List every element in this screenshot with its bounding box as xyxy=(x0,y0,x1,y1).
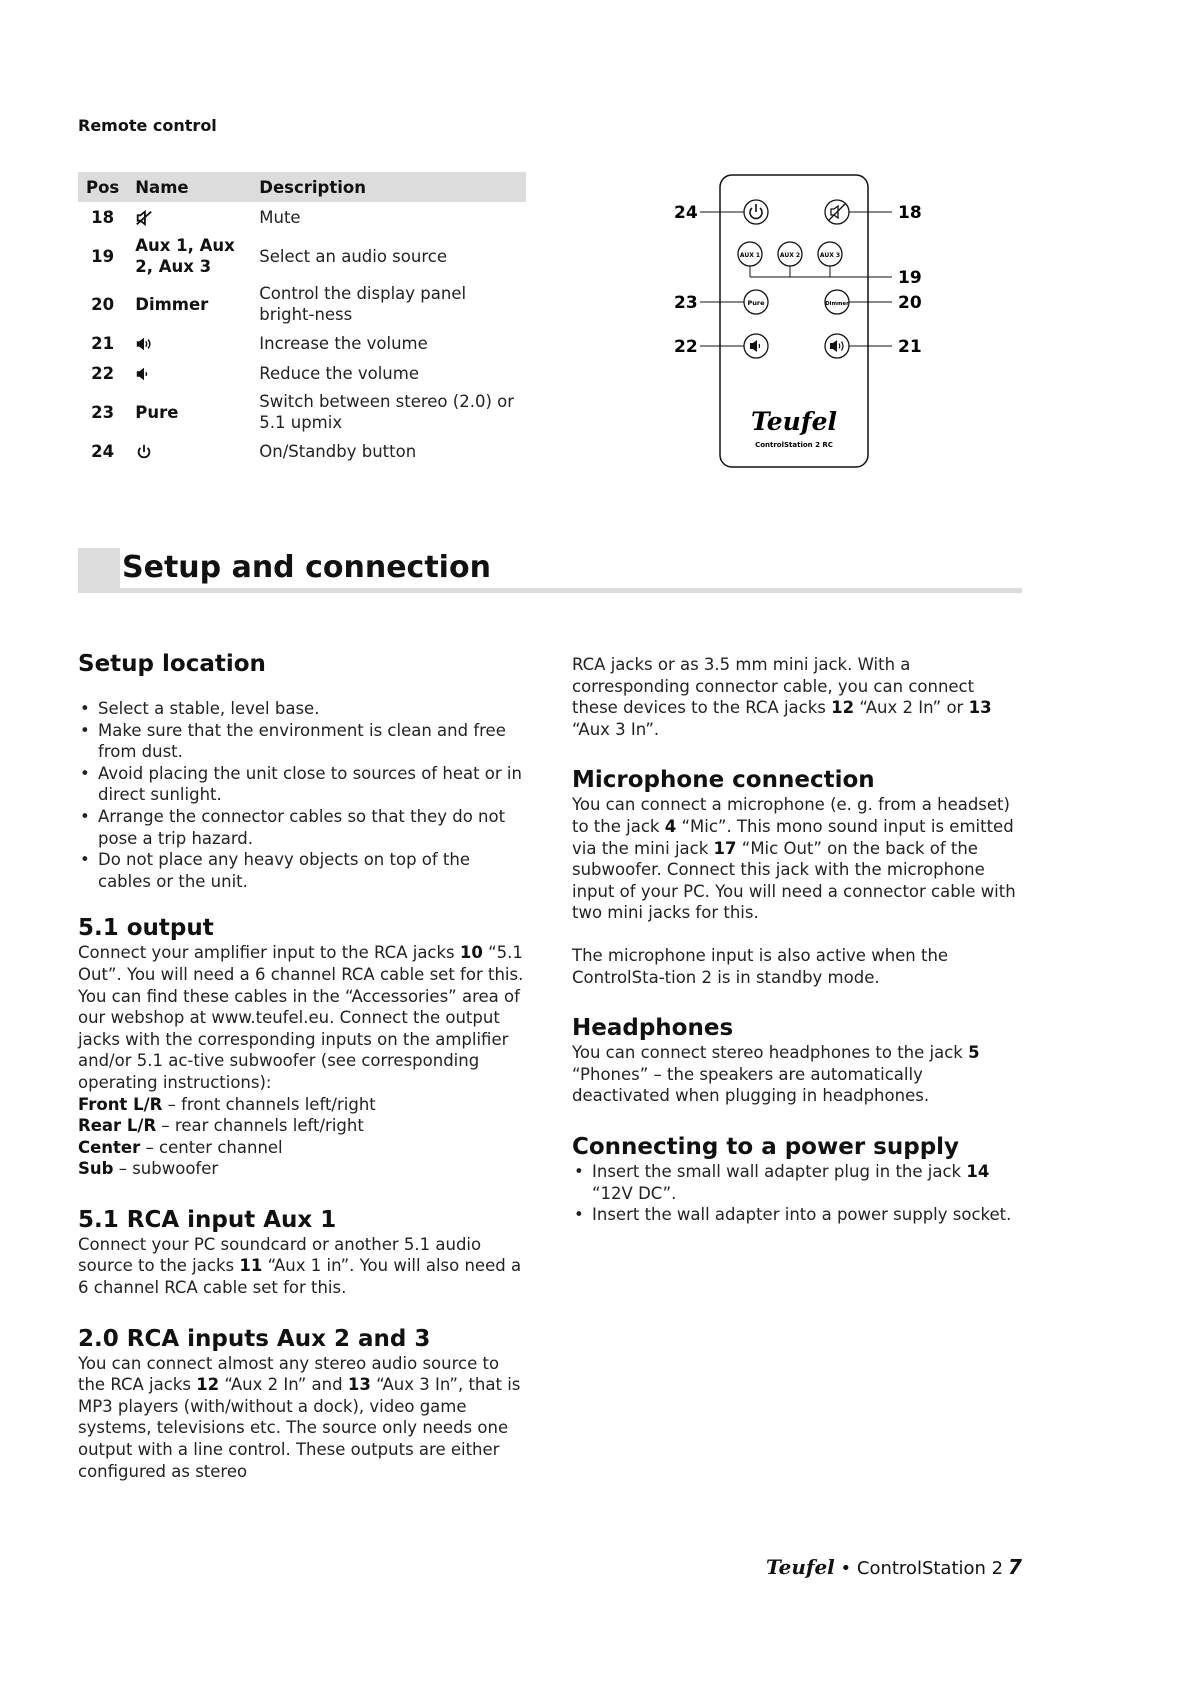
aux23-continued-text: RCA jacks or as 3.5 mm mini jack. With a corresponding connector cable, you can connect these devices to the RCA jacks 12 “Aux 2 In” or 13 “Aux 3 In”. xyxy=(572,655,992,739)
table-header-row xyxy=(78,172,526,202)
channel-center: Center – center channel xyxy=(78,1137,283,1157)
footer-separator: • xyxy=(840,1558,852,1579)
mic-standby-text: The microphone input is also active when the ControlSta-tion 2 is in standby mode. xyxy=(572,945,949,987)
callout-21: 21 xyxy=(898,337,922,357)
remote-control-table xyxy=(78,172,526,466)
output51-text: Connect your amplifier input to the RCA jacks 10 “5.1 Out”. You will need a 6 channel RCA cable set for this. You can find these cables in the “Accessories” area of our webshop at www.teufel.eu. Connect the output jacks with the corresponding inputs on the amplifier and/or 5.1 ac-tive subwoofer (see corresponding operating instructions): xyxy=(78,943,524,1092)
callout-23: 23 xyxy=(674,293,698,313)
power-heading: Connecting to a power supply xyxy=(572,1133,960,1160)
table-row xyxy=(78,358,526,388)
left-column xyxy=(78,650,528,1482)
row-description: Reduce the volume xyxy=(259,363,419,383)
table-row xyxy=(78,328,526,358)
list-item: • Avoid placing the unit close to sources of heat or in direct sunlight. xyxy=(78,763,528,806)
page-number: 7 xyxy=(1008,1555,1022,1579)
setup-location-heading: Setup location xyxy=(78,651,266,677)
dimmer-label: Dimmer xyxy=(825,301,849,307)
aux3-label: AUX 3 xyxy=(819,252,841,259)
aux1-label: AUX 1 xyxy=(739,252,761,259)
list-item: • Do not place any heavy objects on top of the cables or the unit. xyxy=(78,849,528,892)
footer-product: ControlStation 2 xyxy=(856,1558,1004,1579)
mic-heading: Microphone connection xyxy=(572,767,875,794)
aux23-heading: 2.0 RCA inputs Aux 2 and 3 xyxy=(78,1325,431,1352)
pure-label: Pure xyxy=(747,299,765,307)
callout-22: 22 xyxy=(674,337,698,357)
row-pos: 23 xyxy=(91,402,115,422)
row-description: Control the display panel bright-ness xyxy=(259,284,467,324)
row-pos: 21 xyxy=(91,333,115,353)
power-list xyxy=(572,1161,1024,1226)
channel-sub: Sub – subwoofer xyxy=(78,1159,219,1179)
headphones-text: You can connect stereo headphones to the jack 5 “Phones” – the speakers are automatically deactivated when plugging in headphones. xyxy=(572,1043,980,1106)
remote-model-label: ControlStation 2 RC xyxy=(755,441,833,449)
table-row xyxy=(78,436,526,466)
row-pos: 19 xyxy=(91,246,115,266)
section-title: Setup and connection xyxy=(122,550,491,585)
footer xyxy=(766,1555,1003,1583)
list-item: • Insert the small wall adapter plug in the jack 14 “12V DC”. xyxy=(572,1161,1024,1204)
row-description: Increase the volume xyxy=(259,333,428,353)
list-item: • Make sure that the environment is clean and free from dust. xyxy=(78,720,528,763)
table-row xyxy=(78,232,526,280)
row-pos: 24 xyxy=(91,441,115,461)
header-pos: Pos xyxy=(78,172,127,202)
row-name: Aux 1, Aux 2, Aux 3 xyxy=(135,236,235,276)
aux23-text: You can connect almost any stereo audio source to the RCA jacks 12 “Aux 2 In” and 13 “Aux 3 In”, that is MP3 players (with/without a dock), video game systems, televisions etc. The source only needs one output with a line control. These outputs are either configured as stereo xyxy=(78,1353,521,1481)
mic-text: You can connect a microphone (e. g. from a headset) to the jack 4 “Mic”. This mono sound input is emitted via the mini jack 17 “Mic Out” on the back of the subwoofer. Connect this jack with the microphone input of your PC. You will need a connector cable with two mini jacks for this. xyxy=(572,795,1016,923)
callout-19: 19 xyxy=(898,268,922,288)
header-name: Name xyxy=(127,172,251,202)
callout-24: 24 xyxy=(674,203,698,223)
aux1-heading: 5.1 RCA input Aux 1 xyxy=(78,1206,337,1233)
callout-18: 18 xyxy=(898,203,922,223)
row-pos: 20 xyxy=(91,294,115,314)
aux1-text: Connect your PC soundcard or another 5.1 audio source to the jacks 11 “Aux 1 in”. You will also need a 6 channel RCA cable set for this. xyxy=(78,1234,522,1298)
section-bar xyxy=(78,548,1022,590)
footer-brand-logo: Teufel xyxy=(766,1555,835,1579)
right-column xyxy=(572,654,1024,1226)
aux2-label: AUX 2 xyxy=(779,252,801,259)
header-description: Description xyxy=(251,172,526,202)
section-bar-rule xyxy=(78,588,1022,593)
volume-down-icon xyxy=(135,365,153,383)
table-row xyxy=(78,202,526,232)
list-item: • Arrange the connector cables so that they do not pose a trip hazard. xyxy=(78,806,528,849)
table-row xyxy=(78,280,526,328)
row-description: Select an audio source xyxy=(259,246,447,266)
mute-icon xyxy=(135,209,153,227)
row-description: Mute xyxy=(259,207,301,227)
channel-rear: Rear L/R – rear channels left/right xyxy=(78,1116,364,1136)
list-item: • Insert the wall adapter into a power supply socket. xyxy=(572,1204,1024,1226)
callout-20: 20 xyxy=(898,293,922,313)
remote-brand-logo: Teufel xyxy=(751,407,837,436)
row-name: Pure xyxy=(135,402,179,422)
power-icon xyxy=(135,443,153,461)
row-description: On/Standby button xyxy=(259,441,417,461)
table-row xyxy=(78,388,526,436)
list-item: • Select a stable, level base. xyxy=(78,698,528,720)
row-pos: 18 xyxy=(91,207,115,227)
remote-diagram xyxy=(660,170,930,470)
row-pos: 22 xyxy=(91,363,115,383)
remote-control-title: Remote control xyxy=(78,116,217,135)
channel-front: Front L/R – front channels left/right xyxy=(78,1094,376,1114)
row-name: Dimmer xyxy=(135,294,209,314)
section-bar-block xyxy=(78,548,120,590)
headphones-heading: Headphones xyxy=(572,1015,734,1042)
setup-location-list xyxy=(78,698,528,892)
volume-up-icon xyxy=(135,335,153,353)
output51-heading: 5.1 output xyxy=(78,915,214,942)
row-description: Switch between stereo (2.0) or 5.1 upmix xyxy=(259,392,515,432)
